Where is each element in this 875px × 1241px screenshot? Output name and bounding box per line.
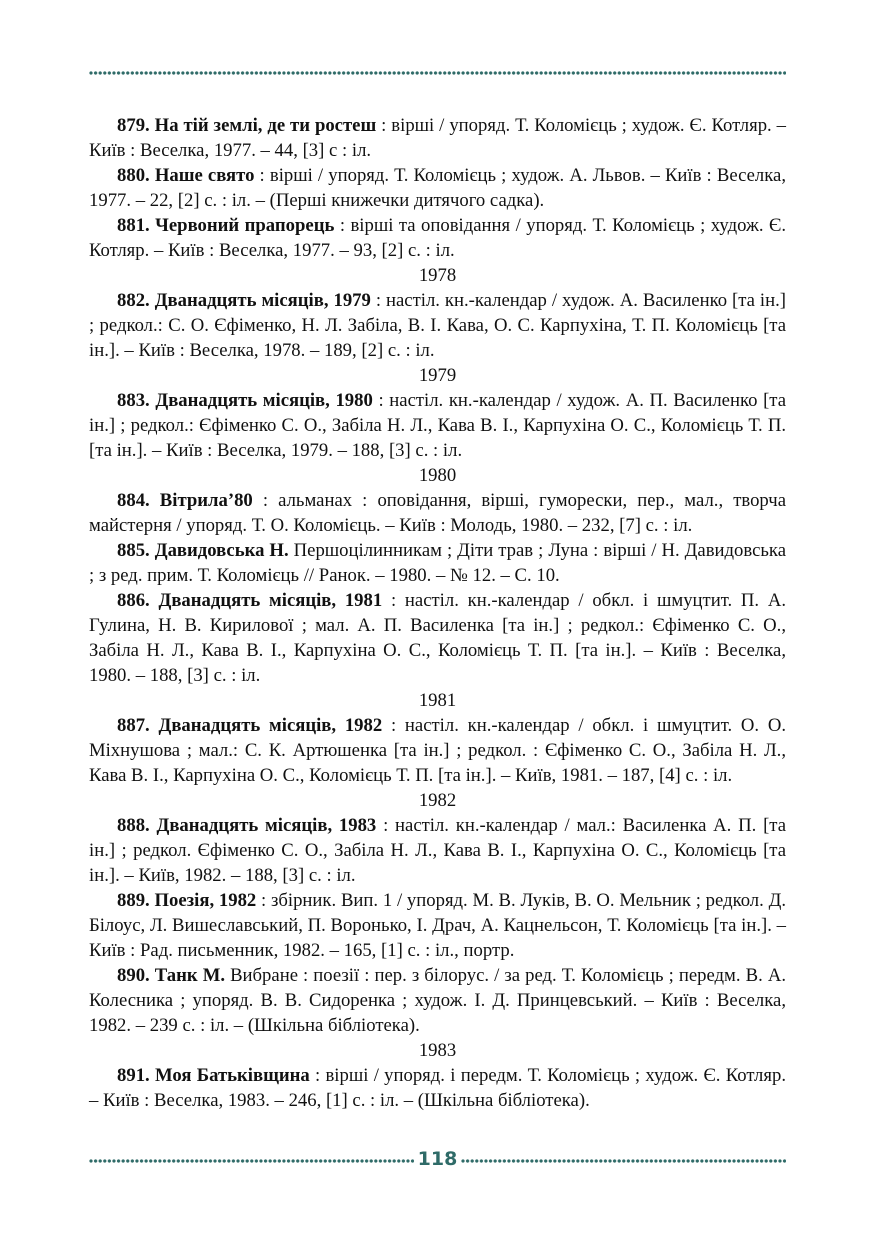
year-heading-1981: 1981 bbox=[418, 690, 457, 711]
entry-879 bbox=[89, 113, 786, 163]
entry-heading: 890. Танк М. bbox=[117, 965, 226, 986]
entry-heading: 885. Давидовська Н. bbox=[117, 540, 289, 561]
entry-heading: 881. Червоний прапорець bbox=[117, 215, 335, 236]
entry-heading: 880. Наше свято bbox=[117, 165, 255, 186]
entry-body: : вірші / упоряд. Т. Коломієць ; худож. Є. Котляр. – Київ : Веселка, 1977. – 44, [3] с : іл. bbox=[89, 115, 786, 161]
entry-body: : вірші / упоряд. і передм. Т. Коломієць ; худож. Є. Котляр. – Київ : Веселка, 1983. – 246, [1] с. : іл. – (Шкільна бібліотека). bbox=[89, 1065, 786, 1111]
entry-heading: 883. Дванадцять місяців, 1980 bbox=[117, 390, 373, 411]
entry-heading: 891. Моя Батьківщина bbox=[117, 1065, 310, 1086]
entry-body: : настіл. кн.-календар / худож. А. Василенко [та ін.] ; редкол.: С. О. Єфіменко, Н. Л. Забіла, В. І. Кава, О. С. Карпухіна, Т. П. Коломієць [та ін.]. – Київ : Веселка, 1978. – 189, [2] с. : іл. bbox=[89, 290, 786, 361]
entry-body: Першоцілинникам ; Діти трав ; Луна : вірші / Н. Давидовська ; з ред. прим. Т. Коломієць // Ранок. – 1980. – № 12. – С. 10. bbox=[89, 540, 787, 586]
entry-body: : альманах : оповідання, вірші, гуморески, пер., мал., творча майстерня / упоряд. Т. О. Коломієць. – Київ : Молодь, 1980. – 232, [7] с. : іл. bbox=[89, 490, 786, 536]
page-number: 118 bbox=[417, 1148, 458, 1170]
entry-885 bbox=[89, 538, 786, 588]
entry-883 bbox=[89, 388, 786, 463]
year-heading-1978: 1978 bbox=[418, 265, 457, 286]
bottom-ornamental-rule-right bbox=[461, 1157, 786, 1165]
entry-body: : вірші / упоряд. Т. Коломієць ; худож. А. Львов. – Київ : Веселка, 1977. – 22, [2] с. : іл. – (Перші книжечки дитячого садка). bbox=[89, 165, 787, 211]
year-heading-1982: 1982 bbox=[418, 790, 457, 811]
entry-body: : настіл. кн.-календар / обкл. і шмуцтит. О. О. Міхнушова ; мал.: С. К. Артюшенка [та ін.] ; редкол. : Єфіменко С. О., Забіла Н. Л., Кава В. І., Карпухіна О. С., Коломієць Т. П. [та ін.]. – Київ, 1981. – 187, [4] с. : іл. bbox=[89, 715, 786, 786]
entry-891 bbox=[89, 1063, 786, 1113]
entry-body: : настіл. кн.-календар / обкл. і шмуцтит. П. А. Гулина, Н. В. Кирилової ; мал. А. П. Василенка [та ін.] ; редкол.: Єфіменко С. О., Забіла Н. Л., Кава В. І., Карпухіна О. С., Коломієць Т. П. [та ін.]. – Київ : Веселка, 1980. – 188, [3] с. : іл. bbox=[89, 590, 786, 686]
entry-884 bbox=[89, 488, 786, 538]
year-heading-1983: 1983 bbox=[418, 1040, 457, 1061]
entry-heading: 887. Дванадцять місяців, 1982 bbox=[117, 715, 383, 736]
bibliography-text bbox=[89, 113, 786, 1113]
entry-heading: 884. Вітрила’80 bbox=[117, 490, 253, 511]
entry-heading: 889. Поезія, 1982 bbox=[117, 890, 257, 911]
entry-888 bbox=[89, 813, 786, 888]
year-heading-1980: 1980 bbox=[418, 465, 457, 486]
entry-882 bbox=[89, 288, 786, 363]
entry-890 bbox=[89, 963, 786, 1038]
entry-body: : настіл. кн.-календар / худож. А. П. Василенко [та ін.] ; редкол.: Єфіменко С. О., Забіла Н. Л., Кава В. І., Карпухіна О. С., Коломієць Т. П. [та ін.]. – Київ : Веселка, 1979. – 188, [3] с. : іл. bbox=[89, 390, 786, 461]
entry-heading: 888. Дванадцять місяців, 1983 bbox=[117, 815, 377, 836]
top-ornamental-rule bbox=[89, 69, 786, 77]
entry-body: : настіл. кн.-календар / мал.: Василенка А. П. [та ін.] ; редкол. Єфіменко С. О., Забіла Н. Л., Кава В. І., Карпухіна О. С., Коломієць [та ін.]. – Київ, 1982. – 188, [3] с. : іл. bbox=[89, 815, 786, 886]
entry-body: Вибране : поезії : пер. з білорус. / за ред. Т. Коломієць ; передм. В. А. Колесника ; упоряд. В. В. Сидоренка ; худож. І. Д. Принцевський. – Київ : Веселка, 1982. – 239 с. : іл. – (Шкільна бібліотека). bbox=[89, 965, 786, 1036]
entry-heading: 879. На тій землі, де ти ростеш bbox=[117, 115, 377, 136]
entry-887 bbox=[89, 713, 786, 788]
entry-heading: 886. Дванадцять місяців, 1981 bbox=[117, 590, 383, 611]
entry-889 bbox=[89, 888, 786, 963]
entry-body: : збірник. Вип. 1 / упоряд. М. В. Луків, В. О. Мельник ; редкол. Д. Білоус, Л. Вишеславський, П. Воронько, І. Драч, А. Кацнельсон, Т. Коломієць [та ін.]. – Київ : Рад. письменник, 1982. – 165, [1] с. : іл., портр. bbox=[89, 890, 786, 961]
entry-881 bbox=[89, 213, 786, 263]
year-heading-1979: 1979 bbox=[418, 365, 457, 386]
entry-880 bbox=[89, 163, 786, 213]
entry-886 bbox=[89, 588, 786, 688]
entry-body: : вірші та оповідання / упоряд. Т. Коломієць ; худож. Є. Котляр. – Київ : Веселка, 1977. – 93, [2] с. : іл. bbox=[89, 215, 787, 261]
entry-heading: 882. Дванадцять місяців, 1979 bbox=[117, 290, 371, 311]
